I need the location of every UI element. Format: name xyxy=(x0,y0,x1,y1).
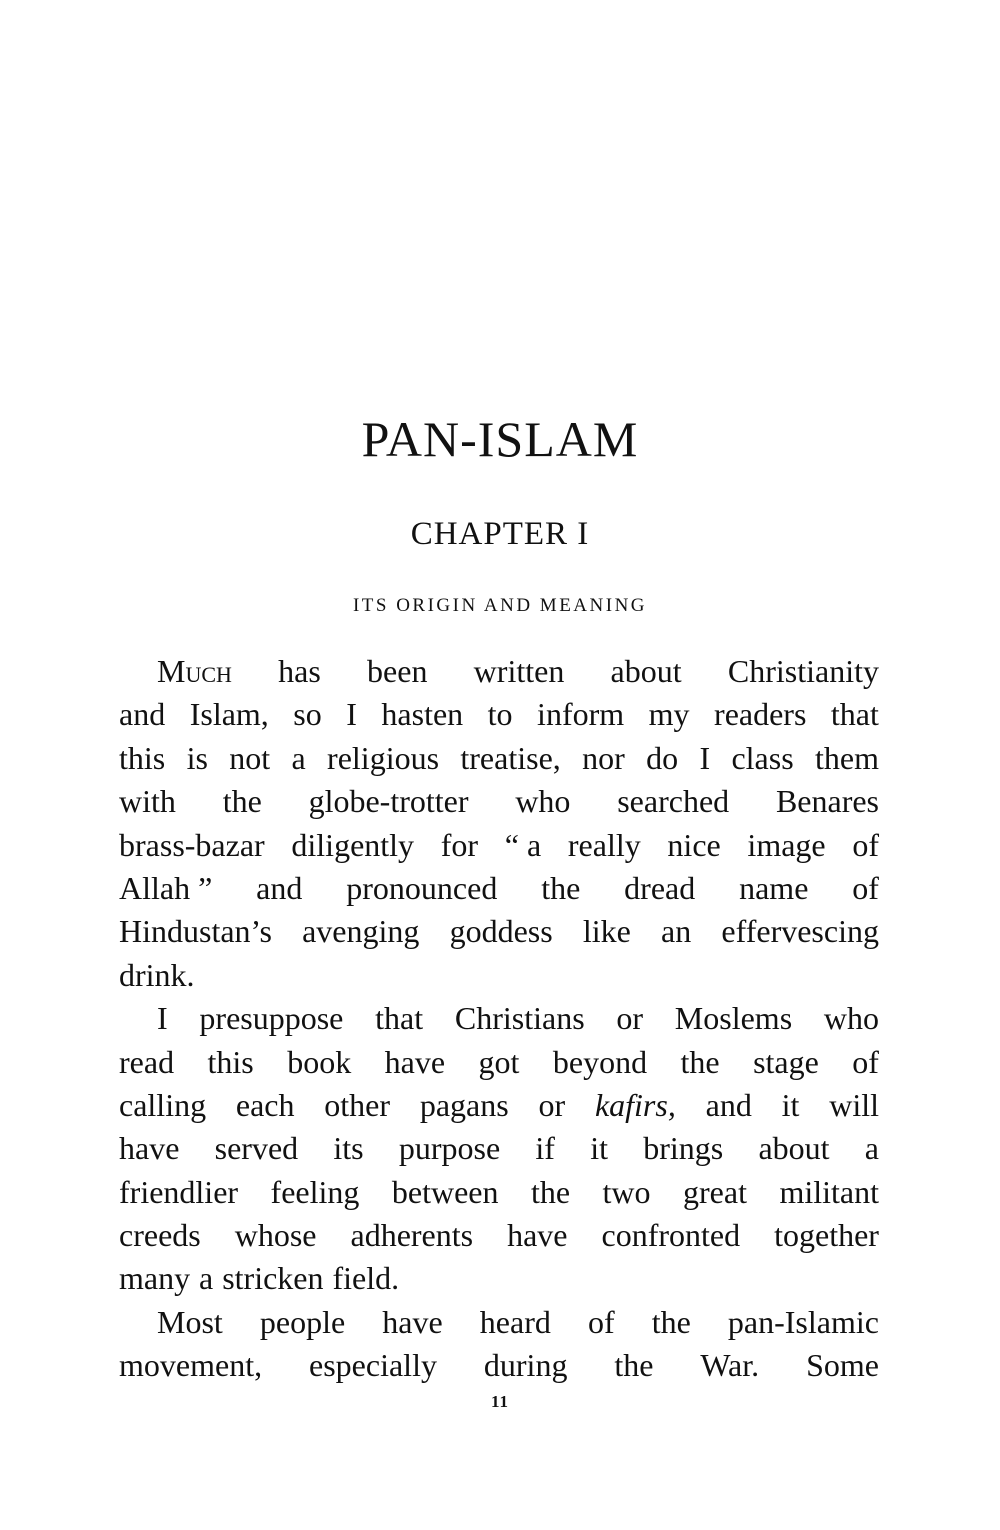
word: will xyxy=(829,1086,879,1123)
word: who xyxy=(515,783,571,820)
word: great xyxy=(683,1173,747,1210)
word: pronounced xyxy=(346,869,498,906)
word: have xyxy=(382,1303,443,1340)
word: movement, xyxy=(119,1347,263,1384)
word: searched xyxy=(617,783,730,820)
word: about xyxy=(758,1130,830,1167)
italic-word: kafirs, xyxy=(594,1086,676,1123)
word: really xyxy=(567,826,641,863)
word: feeling xyxy=(270,1173,360,1210)
word: drink. xyxy=(119,956,195,993)
word: and xyxy=(119,696,166,733)
word: of xyxy=(587,1303,615,1340)
word: my xyxy=(648,696,690,733)
word: Christianity xyxy=(727,653,879,689)
word: written xyxy=(473,653,565,689)
word: War. xyxy=(700,1347,760,1384)
text-line xyxy=(119,1127,879,1170)
word: between xyxy=(391,1173,499,1210)
word: a xyxy=(199,1260,214,1297)
word: purpose xyxy=(398,1130,501,1167)
word: Benares xyxy=(775,783,879,820)
word: “ a xyxy=(504,826,542,863)
text-line xyxy=(119,780,879,823)
word: served xyxy=(214,1130,299,1167)
text-line xyxy=(119,1344,879,1387)
word: read xyxy=(119,1043,175,1080)
word: have xyxy=(384,1043,446,1080)
word: creeds xyxy=(119,1217,201,1254)
book-title: PAN-ISLAM xyxy=(361,411,639,467)
word: to xyxy=(487,696,513,733)
text-line xyxy=(119,1301,879,1344)
word: readers xyxy=(714,696,807,733)
word: the xyxy=(651,1303,691,1340)
word: friendlier xyxy=(119,1173,239,1210)
word: of xyxy=(852,826,879,863)
word: or xyxy=(538,1086,566,1123)
word: whose xyxy=(234,1217,317,1254)
word: heard xyxy=(479,1303,551,1340)
word: Most xyxy=(157,1303,223,1340)
word: Allah ” xyxy=(119,869,213,906)
word: Hindustan’s xyxy=(119,913,272,950)
lead-word: Much xyxy=(157,653,232,689)
word: is xyxy=(186,739,208,776)
word: religious xyxy=(327,739,440,776)
text-line xyxy=(119,1041,879,1084)
word: dread xyxy=(624,869,696,906)
word: Some xyxy=(806,1347,879,1384)
word: stage xyxy=(753,1043,819,1080)
word: each xyxy=(235,1086,295,1123)
word: people xyxy=(259,1303,346,1340)
word: adherents xyxy=(350,1217,474,1254)
word: pan-Islamic xyxy=(727,1303,879,1340)
word: book xyxy=(287,1043,352,1080)
text-line xyxy=(119,1171,879,1214)
word: confronted xyxy=(601,1217,741,1254)
word: an xyxy=(661,913,692,950)
word: I xyxy=(157,1000,168,1037)
word: has xyxy=(278,653,321,689)
word: diligently xyxy=(291,826,415,863)
word: beyond xyxy=(552,1043,648,1080)
word: this xyxy=(207,1043,254,1080)
word: globe-trotter xyxy=(308,783,469,820)
word: stricken xyxy=(222,1260,324,1297)
word: have xyxy=(119,1130,180,1167)
word: and xyxy=(256,869,303,906)
word: calling xyxy=(119,1086,207,1123)
word: so xyxy=(293,696,322,733)
word: been xyxy=(367,653,428,689)
word: for xyxy=(440,826,479,863)
text-line xyxy=(119,737,879,780)
word: if xyxy=(535,1130,555,1167)
word: pagans xyxy=(419,1086,509,1123)
word: Moslems xyxy=(674,1000,793,1037)
word: do xyxy=(646,739,679,776)
word: a xyxy=(291,739,306,776)
word: I xyxy=(346,696,357,733)
word: who xyxy=(823,1000,879,1037)
word: treatise, xyxy=(460,739,561,776)
word: the xyxy=(614,1347,654,1384)
word: like xyxy=(582,913,631,950)
body-text xyxy=(119,650,879,1388)
word: the xyxy=(222,783,262,820)
word: many xyxy=(119,1260,191,1297)
text-line xyxy=(119,867,879,910)
word: them xyxy=(815,739,879,776)
word: together xyxy=(774,1217,879,1254)
word: the xyxy=(680,1043,720,1080)
text-line xyxy=(119,1214,879,1257)
text-line xyxy=(119,910,879,953)
word: the xyxy=(530,1173,571,1210)
word: nice xyxy=(667,826,721,863)
word: and xyxy=(705,1086,752,1123)
word: two xyxy=(602,1173,651,1210)
chapter-subtitle: ITS ORIGIN AND MEANING xyxy=(352,595,648,616)
chapter-heading: CHAPTER I xyxy=(410,516,590,552)
word: it xyxy=(590,1130,608,1167)
word: Islam, xyxy=(189,696,269,733)
word: other xyxy=(324,1086,391,1123)
text-line xyxy=(119,1257,879,1300)
word: it xyxy=(781,1086,800,1123)
word: not xyxy=(229,739,271,776)
word: of xyxy=(852,1043,879,1080)
page-number: 11 xyxy=(490,1392,510,1411)
word: brass-bazar xyxy=(119,826,265,863)
word: goddess xyxy=(449,913,553,950)
word: hasten xyxy=(381,696,464,733)
text-line xyxy=(119,954,879,997)
word: class xyxy=(731,739,794,776)
word: that xyxy=(830,696,879,733)
word: brings xyxy=(643,1130,724,1167)
word: presuppose xyxy=(199,1000,344,1037)
text-line xyxy=(119,824,879,867)
word: inform xyxy=(537,696,625,733)
word: during xyxy=(483,1347,568,1384)
word: got xyxy=(478,1043,520,1080)
word: that xyxy=(375,1000,424,1037)
word: about xyxy=(610,653,682,689)
word: Christians xyxy=(454,1000,585,1037)
word: the xyxy=(541,869,581,906)
text-line xyxy=(119,997,879,1040)
word: of xyxy=(852,869,879,906)
word: effervescing xyxy=(721,913,879,950)
word: nor xyxy=(582,739,625,776)
word: especially xyxy=(309,1347,437,1384)
word: name xyxy=(739,869,809,906)
word: militant xyxy=(779,1173,879,1210)
word: avenging xyxy=(302,913,420,950)
text-line xyxy=(119,693,879,736)
word: image xyxy=(747,826,826,863)
word: with xyxy=(119,783,176,820)
text-line xyxy=(119,650,879,693)
word: field. xyxy=(332,1260,400,1297)
word: have xyxy=(507,1217,568,1254)
word: its xyxy=(333,1130,364,1167)
text-line xyxy=(119,1084,879,1127)
word: or xyxy=(616,1000,644,1037)
word: this xyxy=(119,739,166,776)
word: a xyxy=(864,1130,879,1167)
word: I xyxy=(699,739,711,776)
